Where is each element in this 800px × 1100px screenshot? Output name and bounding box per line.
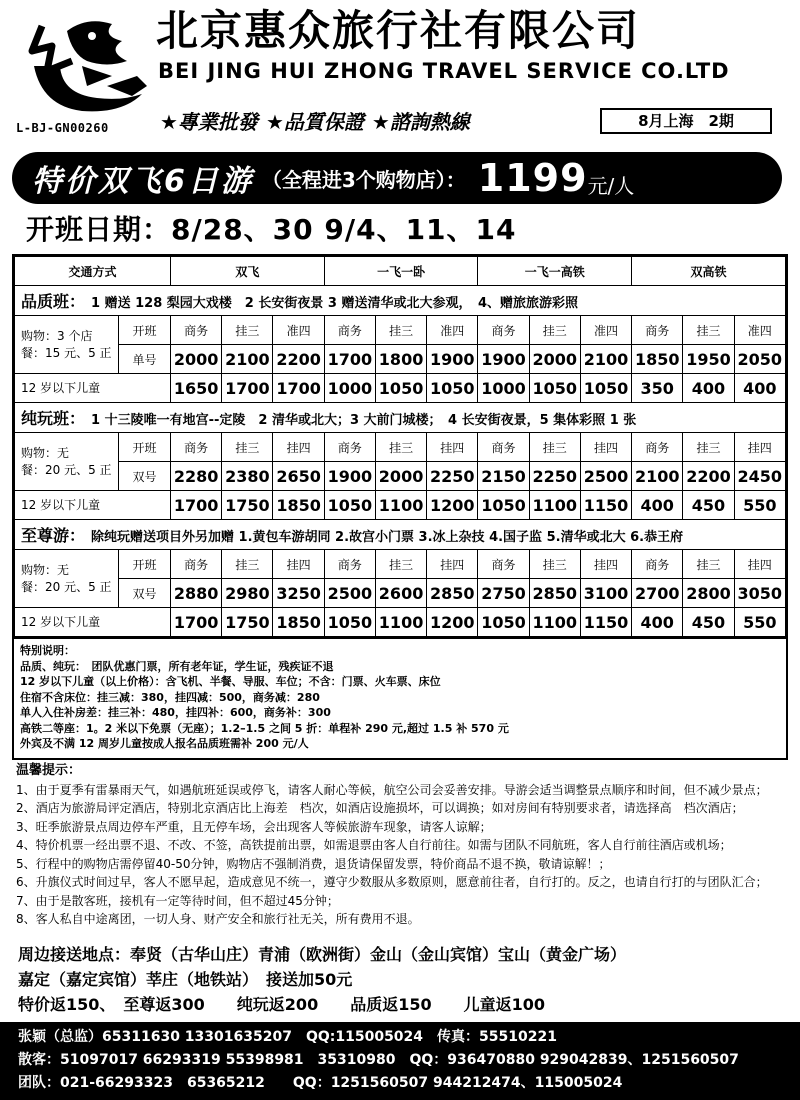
grade-cell: 挂四: [734, 433, 785, 462]
section-title-row: [15, 286, 786, 316]
pickup-locations: 周边接送地点：奉贤（古华山庄）青浦（欧洲街）金山（金山宾馆）宝山（黄金广场）: [18, 945, 627, 964]
child-price: 1050: [478, 608, 529, 637]
tips-title: 温馨提示：: [16, 763, 82, 778]
section-name: 品质班：: [21, 292, 86, 311]
grade-cell: 挂四: [273, 433, 324, 462]
tour-subtitle: （全程进3个购物店）：: [261, 167, 466, 192]
adult-price: 2500: [580, 462, 631, 491]
adult-price: 2250: [529, 462, 580, 491]
adult-price: 2250: [427, 462, 478, 491]
adult-price: 2880: [171, 579, 222, 608]
child-price: 1100: [375, 608, 426, 637]
adult-price: 2380: [222, 462, 273, 491]
grade-cell: 挂四: [734, 550, 785, 579]
section-name: 至尊游：: [21, 526, 86, 545]
transport-header-row: [15, 257, 786, 286]
child-price-row: [15, 608, 786, 637]
grade-cell: 准四: [580, 316, 631, 345]
rebate-line: 特价返150、 至尊返300 纯玩返200 品质返150 儿童返100: [18, 995, 545, 1014]
grade-cell: 挂四: [580, 550, 631, 579]
adult-price: 1700: [324, 345, 375, 374]
transport-mode: 双高铁: [632, 257, 786, 286]
grade-cell: 商务: [478, 550, 529, 579]
adult-price: 3250: [273, 579, 324, 608]
child-price: 1200: [427, 491, 478, 520]
child-price: 1650: [171, 374, 222, 403]
child-price: 1000: [324, 374, 375, 403]
child-price: 1050: [478, 491, 529, 520]
section-info: [15, 433, 119, 491]
grade-cell: 挂三: [375, 316, 426, 345]
grade-cell: 挂四: [427, 433, 478, 462]
grade-cell: 挂三: [683, 433, 734, 462]
child-price: 1750: [222, 491, 273, 520]
adult-price-row: [15, 462, 786, 491]
child-label: 12 岁以下儿童: [15, 491, 171, 520]
tip-item: 1、由于夏季有雷暴雨天气，如遇航班延误或停飞，请客人耐心等候，航空公司会妥善安排。导游会适当调整景点顺序和时间，但不减少景点；: [16, 782, 768, 797]
pickup-section: [18, 942, 794, 1017]
child-label: 12 岁以下儿童: [15, 374, 171, 403]
child-price: 1150: [580, 608, 631, 637]
grade-cell: 准四: [734, 316, 785, 345]
adult-price-row: [15, 579, 786, 608]
info-line: 购物：无: [21, 562, 70, 577]
info-line: 购物：无: [21, 445, 70, 460]
child-price: 1050: [529, 374, 580, 403]
adult-price: 3100: [580, 579, 631, 608]
adult-price: 2850: [427, 579, 478, 608]
child-price: 1050: [580, 374, 631, 403]
tour-title: 特价双飞6日游: [32, 164, 254, 199]
issue-label: 8月上海 2期: [600, 108, 772, 134]
adult-price: 2800: [683, 579, 734, 608]
child-price: 1100: [529, 491, 580, 520]
section-desc: 1 赠送 128 梨园大戏楼 2 长安街夜景 3 赠送清华或北大参观， 4、赠旅旅游彩照: [91, 296, 578, 311]
child-price: 1050: [427, 374, 478, 403]
company-name-cn: 北京惠众旅行社有限公司: [156, 6, 641, 55]
child-price-row: [15, 491, 786, 520]
child-price-row: [15, 374, 786, 403]
adult-price: 2100: [222, 345, 273, 374]
child-price: 1700: [171, 491, 222, 520]
grade-row: [15, 316, 786, 345]
schedule-label: 单号: [119, 345, 171, 374]
child-price: 550: [734, 608, 785, 637]
child-price: 1700: [171, 608, 222, 637]
grade-cell: 商务: [324, 550, 375, 579]
info-line: 餐：20 元、5 正: [21, 579, 112, 594]
adult-price: 2100: [580, 345, 631, 374]
child-price: 1100: [375, 491, 426, 520]
grade-cell: 商务: [632, 316, 683, 345]
contact-director: 张颖（总监）65311630 13301635207 QQ:115005024 传真：55510221: [18, 1029, 557, 1045]
grade-cell: 商务: [478, 316, 529, 345]
child-price: 1050: [324, 491, 375, 520]
tour-banner: [12, 152, 782, 204]
grade-cell: 挂三: [222, 316, 273, 345]
note-line: 单人入住补房差：挂三补：480，挂四补：600，商务补：300: [20, 706, 331, 719]
child-price: 1750: [222, 608, 273, 637]
kaiban-label: 开班: [119, 316, 171, 345]
dragon-logo-icon: [12, 6, 152, 121]
section-info: [15, 550, 119, 608]
adult-price: 2980: [222, 579, 273, 608]
grade-cell: 挂四: [580, 433, 631, 462]
child-price: 450: [683, 608, 734, 637]
adult-price: 2000: [375, 462, 426, 491]
adult-price: 1900: [427, 345, 478, 374]
adult-price: 1900: [478, 345, 529, 374]
child-price: 1050: [375, 374, 426, 403]
grade-cell: 挂三: [529, 550, 580, 579]
child-label: 12 岁以下儿童: [15, 608, 171, 637]
kaiban-label: 开班: [119, 550, 171, 579]
adult-price: 2100: [632, 462, 683, 491]
adult-price: 2050: [734, 345, 785, 374]
adult-price: 1900: [324, 462, 375, 491]
adult-price: 3050: [734, 579, 785, 608]
section-title-row: [15, 520, 786, 550]
grade-cell: 商务: [478, 433, 529, 462]
adult-price: 2650: [273, 462, 324, 491]
grade-cell: 商务: [171, 433, 222, 462]
child-price: 1050: [324, 608, 375, 637]
adult-price: 2750: [478, 579, 529, 608]
grade-cell: 挂四: [427, 550, 478, 579]
tips-section: [16, 762, 792, 929]
child-price: 350: [632, 374, 683, 403]
transport-label: 交通方式: [15, 257, 171, 286]
grade-cell: 挂四: [273, 550, 324, 579]
child-price: 1200: [427, 608, 478, 637]
info-line: 餐：20 元、5 正: [21, 462, 112, 477]
kaiban-label: 开班: [119, 433, 171, 462]
section-info: [15, 316, 119, 374]
grade-cell: 挂三: [222, 433, 273, 462]
pickup-locations-extra: 嘉定（嘉定宾馆）莘庄（地铁站） 接送加50元: [18, 970, 353, 989]
child-price: 1100: [529, 608, 580, 637]
adult-price: 2280: [171, 462, 222, 491]
section-title-row: [15, 403, 786, 433]
slogan-item: ★諮詢熱線: [371, 110, 470, 134]
grade-cell: 挂三: [529, 433, 580, 462]
grade-cell: 挂三: [375, 550, 426, 579]
grade-cell: 挂三: [529, 316, 580, 345]
adult-price: 2850: [529, 579, 580, 608]
tip-item: 2、酒店为旅游局评定酒店，特别北京酒店比上海差 档次，如酒店设施损坏，可以调换；如对房间有特别要求者，请选择高 档次酒店；: [16, 801, 744, 815]
grade-cell: 准四: [427, 316, 478, 345]
grade-cell: 商务: [324, 433, 375, 462]
adult-price: 2150: [478, 462, 529, 491]
child-price: 1150: [580, 491, 631, 520]
license-code: L-BJ-GN00260: [16, 121, 109, 135]
note-line: 特别说明：: [20, 644, 75, 657]
slogan-item: ★品質保證: [265, 110, 364, 134]
child-price: 1700: [273, 374, 324, 403]
adult-price: 2000: [529, 345, 580, 374]
grade-row: [15, 433, 786, 462]
info-line: 购物：3 个店: [21, 328, 93, 343]
note-line: 高铁二等座：1。2 米以下免票（无座）；1.2–1.5 之间 5 折：单程补 290 元,超过 1.5 补 570 元: [20, 721, 509, 735]
child-price: 450: [683, 491, 734, 520]
tip-item: 6、升旗仪式时间过早，客人不愿早起，造成意见不统一，遵守少数服从多数原则，愿意前往者，自行打的。反之，也请自行打的与团队汇合；: [16, 875, 768, 889]
grade-cell: 商务: [171, 316, 222, 345]
transport-mode: 一飞一高铁: [478, 257, 632, 286]
contact-group: 团队：021-66293323 65365212 QQ：1251560507 944212474、115005024: [18, 1075, 623, 1091]
adult-price: 2700: [632, 579, 683, 608]
child-price: 1850: [273, 491, 324, 520]
note-line: 外宾及不满 12 周岁儿童按成人报名品质班需补 200 元/人: [20, 737, 309, 750]
info-line: 餐：15 元、5 正: [21, 345, 112, 360]
contact-footer: [0, 1022, 800, 1100]
header: [0, 0, 800, 138]
tour-price: 1199: [477, 156, 588, 200]
note-line: 住宿不含床位：挂三减：380，挂四减：500，商务减：280: [20, 690, 320, 704]
child-price: 400: [734, 374, 785, 403]
section-title: [15, 403, 786, 433]
departure-dates: 开班日期：8/28、30 9/4、11、14: [26, 213, 517, 246]
adult-price: 2450: [734, 462, 785, 491]
grade-row: [15, 550, 786, 579]
child-price: 400: [632, 491, 683, 520]
slogan-item: ★專業批發: [160, 110, 258, 134]
adult-price: 2000: [171, 345, 222, 374]
price-grid: [14, 256, 786, 637]
slogans: [160, 106, 470, 135]
adult-price: 2200: [683, 462, 734, 491]
section-desc: 1 十三陵唯一有地宫--定陵 2 清华或北大；3 大前门城楼； 4 长安街夜景，5 集体彩照 1 张: [91, 413, 637, 428]
adult-price: 2200: [273, 345, 324, 374]
grade-cell: 挂三: [683, 316, 734, 345]
tour-price-unit: 元/人: [587, 173, 635, 198]
child-price: 1000: [478, 374, 529, 403]
adult-price: 1850: [632, 345, 683, 374]
section-name: 纯玩班：: [21, 409, 86, 428]
contact-individual: 散客：51097017 66293319 55398981 35310980 QQ：936470880 929042839、1251560507: [18, 1052, 739, 1068]
grade-cell: 商务: [632, 433, 683, 462]
grade-cell: 商务: [632, 550, 683, 579]
grade-cell: 商务: [171, 550, 222, 579]
special-notes: [14, 637, 786, 758]
note-line: 品质、纯玩： 团队优惠门票，所有老年证，学生证，残疾证不退: [20, 659, 334, 673]
grade-cell: 商务: [324, 316, 375, 345]
transport-mode: 双飞: [171, 257, 325, 286]
child-price: 1700: [222, 374, 273, 403]
section-title: [15, 286, 786, 316]
tip-item: 4、特价机票一经出票不退、不改、不签，高铁提前出票，如需退票由客人自行前往。如需与团队不同航班，客人自行前往酒店或机场；: [16, 838, 732, 852]
adult-price: 2600: [375, 579, 426, 608]
tip-item: 7、由于是散客班，接机有一定等待时间，但不超过45分钟；: [16, 893, 339, 908]
grade-cell: 挂三: [222, 550, 273, 579]
price-table: [12, 254, 788, 760]
tip-item: 5、行程中的购物店需停留40-50分钟，购物店不强制消费，退货请保留发票，特价商品不退不换，敬请谅解！；: [16, 856, 611, 871]
grade-cell: 准四: [273, 316, 324, 345]
adult-price: 1950: [683, 345, 734, 374]
adult-price: 1800: [375, 345, 426, 374]
child-price: 550: [734, 491, 785, 520]
tip-item: 8、客人私自中途离团，一切人身、财产安全和旅行社无关，所有费用不退。: [16, 912, 420, 926]
note-line: 12 岁以下儿童（以上价格）：含飞机、半餐、导服、车位；不含：门票、火车票、床位: [20, 675, 441, 688]
section-title: [15, 520, 786, 550]
child-price: 400: [632, 608, 683, 637]
adult-price: 2500: [324, 579, 375, 608]
section-desc: 除纯玩赠送项目外另加赠 1.黄包车游胡同 2.故宫小门票 3.冰上杂技 4.国子监 5.清华或北大 6.恭王府: [91, 530, 684, 545]
grade-cell: 挂三: [683, 550, 734, 579]
transport-mode: 一飞一卧: [324, 257, 478, 286]
company-name-en: BEI JING HUI ZHONG TRAVEL SERVICE CO.LTD: [158, 59, 730, 83]
tips-list: [16, 781, 792, 929]
child-price: 1850: [273, 608, 324, 637]
grade-cell: 挂三: [375, 433, 426, 462]
schedule-label: 双号: [119, 579, 171, 608]
tip-item: 3、旺季旅游景点周边停车严重，且无停车场，会出现客人等候旅游车现象，请客人谅解；: [16, 819, 492, 834]
schedule-label: 双号: [119, 462, 171, 491]
child-price: 400: [683, 374, 734, 403]
adult-price-row: [15, 345, 786, 374]
